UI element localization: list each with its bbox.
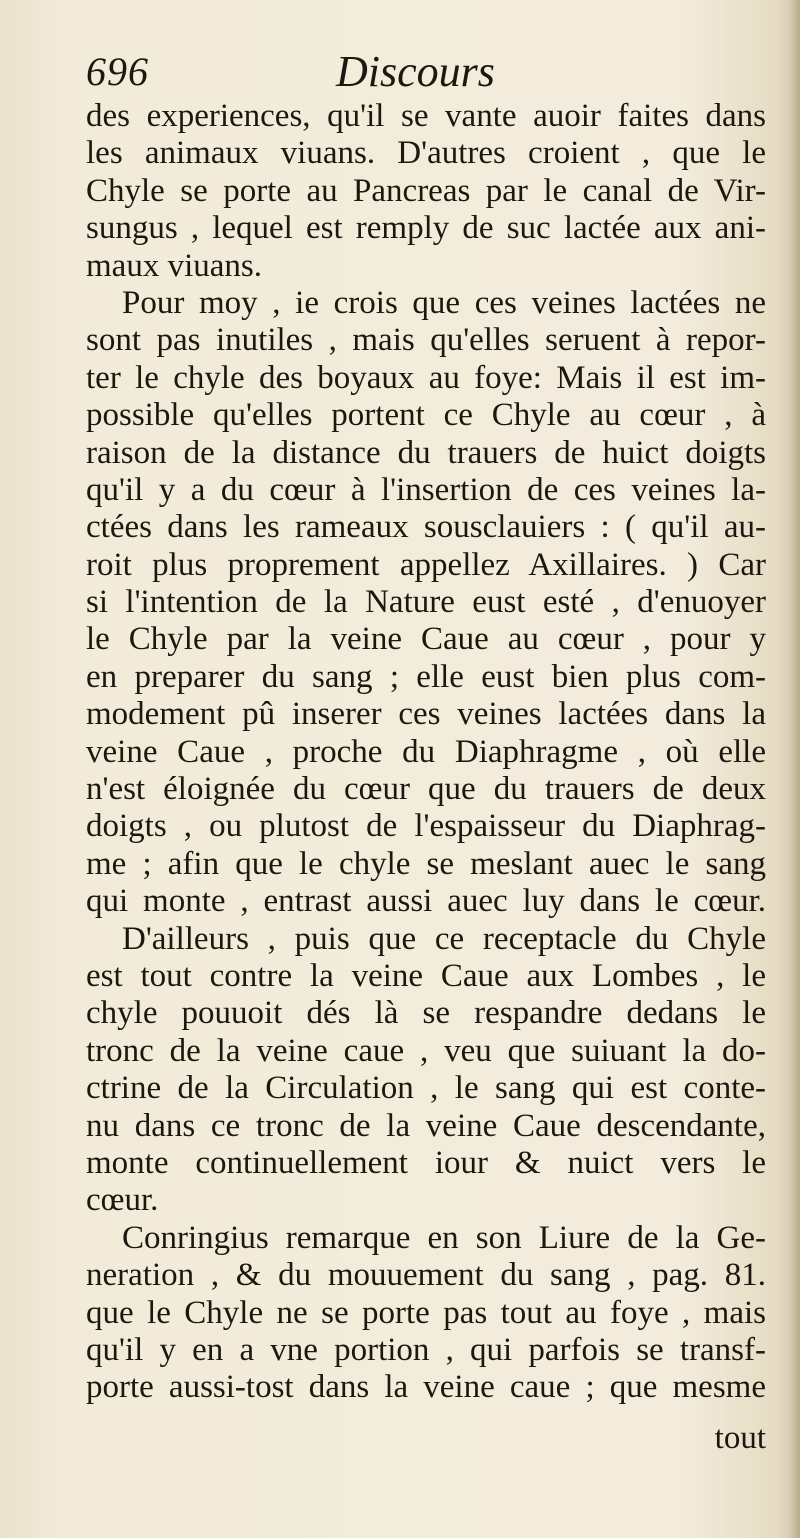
body-text bbox=[86, 98, 766, 1407]
text-line: cœur. bbox=[86, 1182, 159, 1219]
text-line: porte aussi-tost dans la veine caue ; que mesme bbox=[86, 1369, 766, 1406]
text-line: ter le chyle des boyaux au foye: Mais il est im- bbox=[86, 359, 766, 396]
text-line: n'est éloignée du cœur que du trauers de deux bbox=[86, 771, 766, 808]
text-line: en preparer du sang ; elle eust bien plus com- bbox=[86, 658, 766, 695]
text-line: est tout contre la veine Caue aux Lombes , le bbox=[86, 957, 766, 994]
text-line: Pour moy , ie crois que ces veines lactées ne bbox=[122, 284, 766, 321]
text-line: ctées dans les rameaux sousclauiers : ( qu'il au- bbox=[86, 509, 766, 546]
text-line: qu'il y en a vne portion , qui parfois se transf- bbox=[86, 1331, 766, 1368]
text-line: D'ailleurs , puis que ce receptacle du Chyle bbox=[122, 920, 766, 957]
text-line: le Chyle par la veine Caue au cœur , pour y bbox=[86, 621, 766, 658]
text-line: possible qu'elles portent ce Chyle au cœur , à bbox=[86, 397, 766, 434]
text-line: veine Caue , proche du Diaphragme , où elle bbox=[86, 733, 766, 770]
text-line: qui monte , entrast aussi auec luy dans le cœur. bbox=[86, 883, 766, 920]
text-line: si l'intention de la Nature eust esté , d'enuoyer bbox=[86, 584, 766, 621]
text-line: qu'il y a du cœur à l'insertion de ces veines la- bbox=[86, 471, 766, 508]
text-line: ctrine de la Circulation , le sang qui est conte- bbox=[86, 1070, 766, 1107]
running-title: Discours bbox=[336, 47, 495, 96]
text-line: raison de la distance du trauers de huict doigts bbox=[86, 434, 766, 471]
text-line: des experiences, qu'il se vante auoir faites dans bbox=[86, 98, 766, 134]
text-line: modement pû inserer ces veines lactées dans la bbox=[86, 696, 766, 733]
text-line: chyle pouuoit dés là se respandre dedans le bbox=[86, 995, 766, 1032]
text-line: doigts , ou plutost de l'espaisseur du Diaphrag- bbox=[86, 808, 766, 845]
text-line: tronc de la veine caue , veu que suiuant la do- bbox=[86, 1032, 766, 1069]
text-line: sungus , lequel est remply de suc lactée aux ani- bbox=[86, 210, 766, 247]
page-edge bbox=[790, 0, 800, 1538]
text-line: que le Chyle ne se porte pas tout au foye , mais bbox=[86, 1294, 766, 1331]
text-line: Conringius remarque en son Liure de la Ge- bbox=[122, 1219, 766, 1256]
text-line: neration , & du mouuement du sang , pag. 81. bbox=[86, 1257, 766, 1294]
text-line: nu dans ce tronc de la veine Caue descendante, bbox=[86, 1107, 766, 1144]
text-line: monte continuellement iour & nuict vers le bbox=[86, 1144, 766, 1181]
text-line: sont pas inutiles , mais qu'elles seruent à repor- bbox=[86, 322, 766, 359]
text-line: maux viuans. bbox=[86, 247, 262, 284]
page-number: 696 bbox=[86, 49, 149, 94]
text-line: roit plus proprement appellez Axillaires. ) Car bbox=[86, 546, 766, 583]
text-line: me ; afin que le chyle se meslant auec le sang bbox=[86, 845, 766, 882]
page-header bbox=[86, 40, 766, 100]
text-line: Chyle se porte au Pancreas par le canal de Vir- bbox=[86, 172, 766, 209]
catchword: tout bbox=[714, 1420, 766, 1456]
text-line: les animaux viuans. D'autres croient , que le bbox=[86, 135, 766, 172]
